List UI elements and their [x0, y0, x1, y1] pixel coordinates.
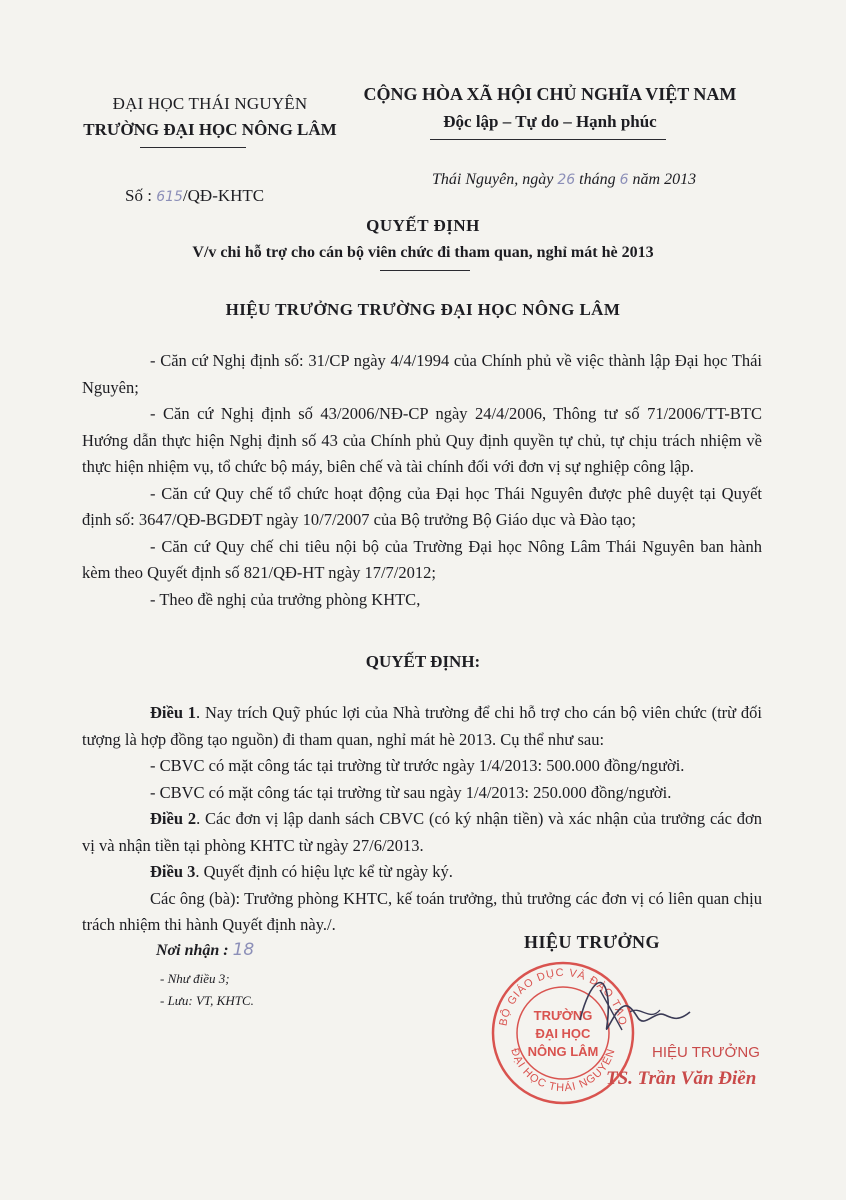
handwritten-count: 18: [232, 940, 255, 960]
article-1-label: Điều 1: [150, 703, 197, 722]
article-2: [82, 806, 762, 859]
handwritten-number: 615: [156, 189, 183, 205]
article-3-text: . Quyết định có hiệu lực kể từ ngày ký.: [195, 862, 453, 881]
preamble-item: - Căn cứ Nghị định số: 31/CP ngày 4/4/1994 của Chính phủ về việc thành lập Đại học Thái Nguyên;: [82, 351, 762, 397]
stamp-ring-top: BỘ GIÁO DỤC VÀ ĐÀO TẠO: [497, 966, 629, 1027]
org-name: TRƯỜNG ĐẠI HỌC NÔNG LÂM: [83, 120, 337, 139]
article-1-item: - CBVC có mặt công tác tại trường từ trước ngày 1/4/2013: 500.000 đồng/người.: [150, 756, 685, 775]
number-label: Số :: [125, 186, 152, 205]
handwritten-day: 26: [557, 172, 576, 188]
articles: [82, 700, 762, 939]
article-3: [82, 859, 762, 886]
preamble-item: - Căn cứ Quy chế chi tiêu nội bộ của Trường Đại học Nông Lâm Thái Nguyên ban hành kèm theo Quyết định số 821/QĐ-HT ngày 17/7/2012;: [82, 536, 762, 582]
date-prefix: Thái Nguyên, ngày: [432, 171, 554, 188]
stamp-ring-bottom: ĐẠI HỌC THÁI NGUYÊN: [508, 1046, 618, 1095]
preamble-item: - Căn cứ Nghị định số 43/2006/NĐ-CP ngày 24/4/2006, Thông tư số 71/2006/TT-BTC Hướng dẫn thực hiện Nghị định số 43 của Chính phủ Quy định quyền tự chủ, tự chịu trách nhiệm về thực hiện nhiệm vụ, tổ chức bộ máy, biên chế và tài chính đối với đơn vị sự nghiệp công lập.: [82, 404, 762, 476]
org-underline: [140, 147, 246, 148]
stamp-line-3: NÔNG LÂM: [527, 1044, 599, 1059]
motto-underline: [430, 139, 666, 140]
handwritten-month: 6: [619, 172, 629, 188]
preamble-item: - Căn cứ Quy chế tổ chức hoạt động của Đại học Thái Nguyên được phê duyệt tại Quyết định số: 3647/QĐ-BGDĐT ngày 10/7/2007 của Bộ trưởng Bộ Giáo dục và Đào tạo;: [82, 483, 762, 529]
closing-text: Các ông (bà): Trưởng phòng KHTC, kế toán trưởng, thủ trưởng các đơn vị có liên quan chịu trách nhiệm thi hành Quyết định này./.: [82, 888, 762, 934]
org-parent: ĐẠI HỌC THÁI NGUYÊN: [112, 94, 308, 113]
article-2-label: Điều 2: [150, 809, 197, 828]
date-month-label: tháng: [579, 171, 616, 188]
document-date: [432, 171, 696, 189]
stamp-line-2: ĐẠI HỌC: [535, 1026, 591, 1041]
number-suffix: /QĐ-KHTC: [182, 186, 265, 205]
recipients-label: Nơi nhận : 18: [156, 940, 255, 960]
preamble-item: - Theo đề nghị của trưởng phòng KHTC,: [150, 589, 421, 609]
handwritten-signature: [560, 960, 700, 1050]
stamp-line-1: TRƯỜNG: [533, 1008, 593, 1023]
article-1-item: - CBVC có mặt công tác tại trường từ sau ngày 1/4/2013: 250.000 đồng/người.: [150, 782, 672, 802]
country-name: CỘNG HÒA XÃ HỘI CHỦ NGHĨA VIỆT NAM: [363, 84, 737, 104]
date-year: năm 2013: [632, 171, 697, 188]
preamble: [82, 348, 762, 613]
subject-underline: [380, 270, 470, 271]
signer-name: TS. Trần Văn Điền: [606, 1068, 757, 1089]
recipient-item: - Như điều 3;: [160, 971, 230, 986]
decision-subject: V/v chi hỗ trợ cho cán bộ viên chức đi tham quan, nghỉ mát hè 2013: [192, 244, 654, 261]
article-1: [82, 700, 762, 753]
decision-heading: QUYẾT ĐỊNH:: [365, 652, 481, 671]
signature-title: HIỆU TRƯỞNG: [524, 932, 661, 952]
decision-title: QUYẾT ĐỊNH: [366, 216, 480, 235]
recipient-item: - Lưu: VT, KHTC.: [160, 993, 254, 1008]
document-number: [125, 186, 264, 206]
article-3-label: Điều 3: [150, 862, 196, 881]
article-1-text: . Nay trích Quỹ phúc lợi của Nhà trường để chi hỗ trợ cho cán bộ viên chức (trừ đối tượng là hợp đồng tạo nguồn) đi tham quan, nghỉ mát hè 2013. Cụ thể như sau:: [82, 703, 762, 749]
authority-title: HIỆU TRƯỞNG TRƯỜNG ĐẠI HỌC NÔNG LÂM: [225, 300, 621, 319]
signer-role: HIỆU TRƯỞNG: [652, 1044, 760, 1061]
motto: Độc lập – Tự do – Hạnh phúc: [443, 112, 657, 131]
article-2-text: . Các đơn vị lập danh sách CBVC (có ký nhận tiền) và xác nhận của trưởng các đơn vị và nhận tiền tại phòng KHTC từ ngày 27/6/2013.: [82, 809, 762, 855]
